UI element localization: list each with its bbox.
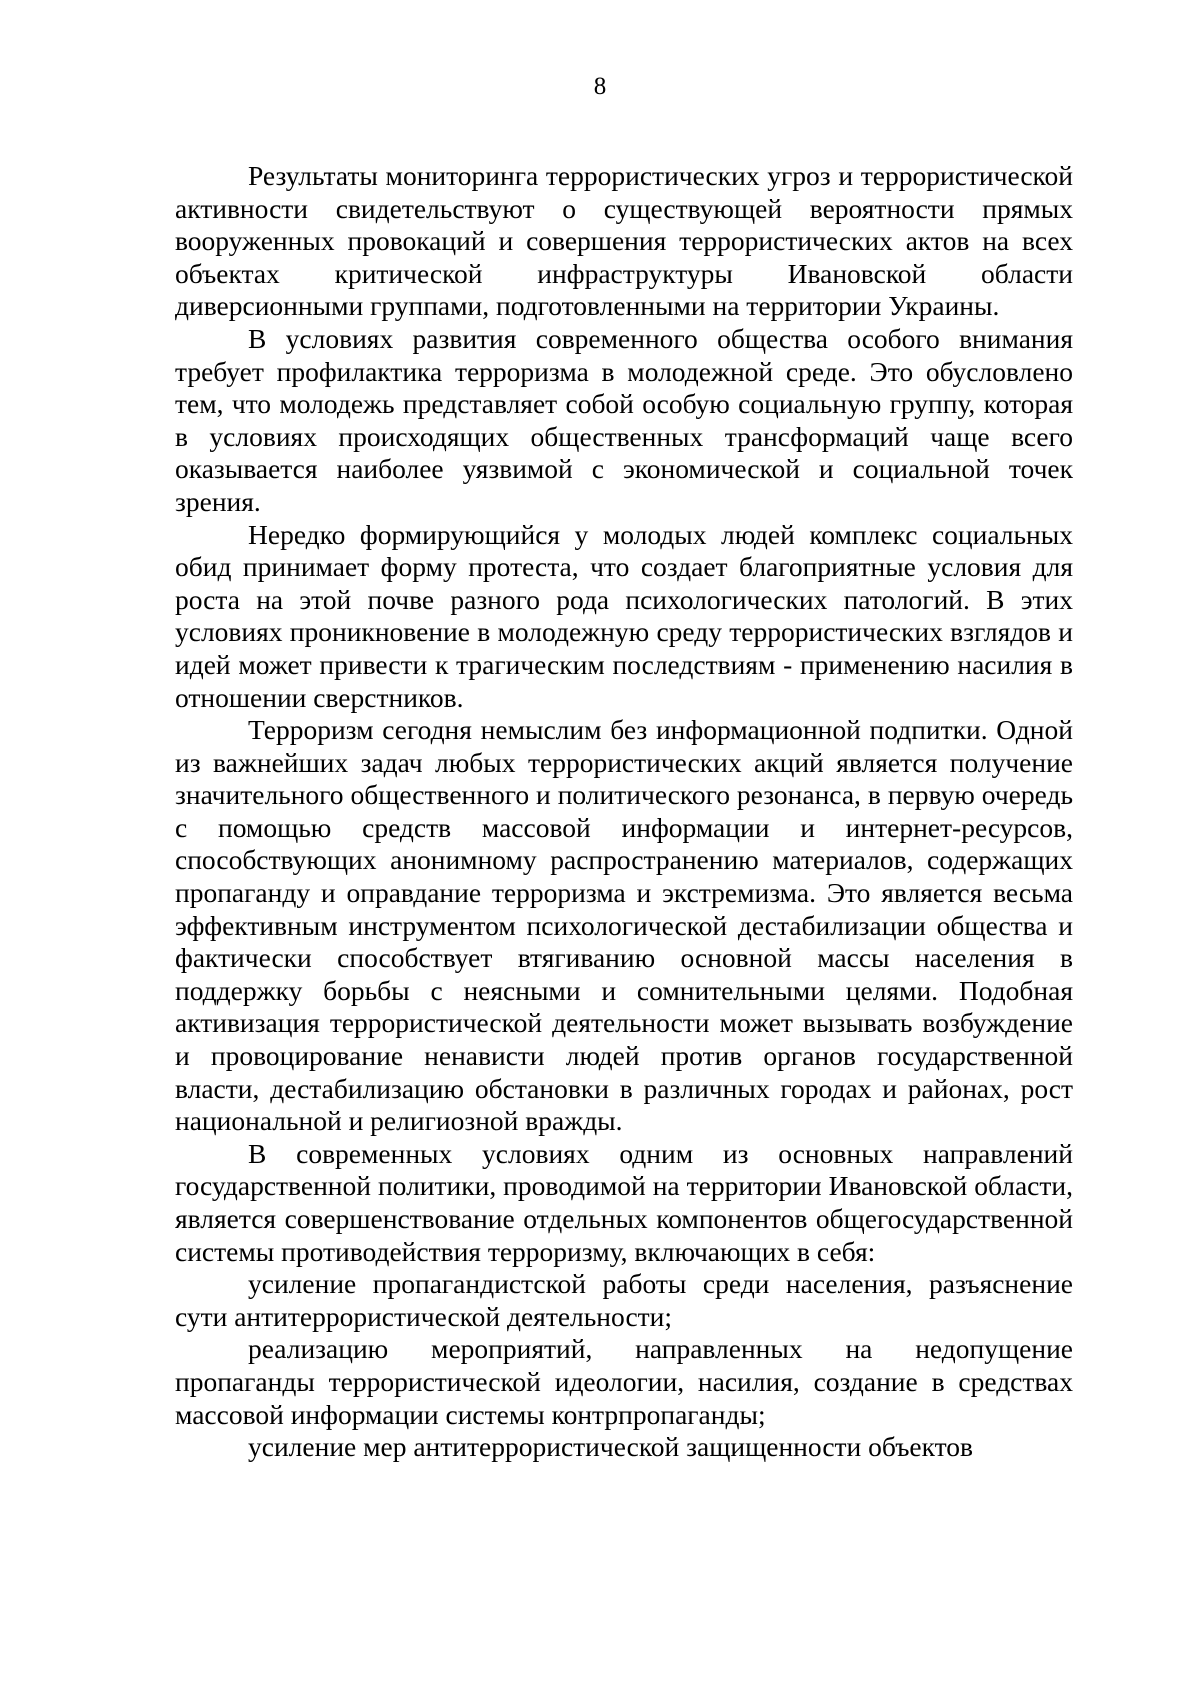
document-body [175,160,1073,1464]
list-item-counter-propaganda: реализацию мероприятий, направленных на недопущение пропаганды террористической идеологии, насилия, создание в средствах массовой информации системы контрпропаганды; [175,1333,1073,1430]
paragraph-information-support: Терроризм сегодня немыслим без информационной подпитки. Одной из важнейших задач любых террористических акций является получение значительного общественного и политического резонанса, в первую очередь с помощью средств массовой информации и интернет-ресурсов, способствующих анонимному распространению материалов, содержащих пропаганду и оправдание терроризма и экстремизма. Это является весьма эффективным инструментом психологической дестабилизации общества и фактически способствует втягиванию основной массы населения в поддержку борьбы с неясными и сомнительными целями. Подобная активизация террористической деятельности может вызывать возбуждение и провоцирование ненависти людей против органов государственной власти, дестабилизацию обстановки в различных городах и районах, рост национальной и религиозной вражды. [175,714,1073,1137]
page-number: 8 [593,73,607,100]
paragraph-state-policy: В современных условиях одним из основных направлений государственной политики, проводимой на территории Ивановской области, является совершенствование отдельных компонентов общегосударственной системы противодействия терроризму, включающих в себя: [175,1137,1073,1267]
list-item-protection-measures: усиление мер антитеррористической защищенности объектов [248,1431,974,1463]
list-item-propaganda-work: усиление пропагандистской работы среди населения, разъяснение сути антитеррористической деятельности; [175,1268,1073,1332]
paragraph-youth-prevention: В условиях развития современного общества особого внимания требует профилактика терроризма в молодежной среде. Это обусловлено тем, что молодежь представляет собой особую социальную группу, которая в условиях происходящих общественных трансформаций чаще всего оказывается наиболее уязвимой с экономической и социальной точек зрения. [175,322,1073,517]
paragraph-social-grievances: Нередко формирующийся у молодых людей комплекс социальных обид принимает форму протеста, что создает благоприятные условия для роста на этой почве разного рода психологических патологий. В этих условиях проникновение в молодежную среду террористических взглядов и идей может привести к трагическим последствиям - применению насилия в отношении сверстников. [175,518,1073,713]
paragraph-monitoring-results: Результаты мониторинга террористических угроз и террористической активности свидетельствуют о существующей вероятности прямых вооруженных провокаций и совершения террористических актов на всех объектах критической инфраструктуры Ивановской области диверсионными группами, подготовленными на территории Украины. [175,160,1073,322]
